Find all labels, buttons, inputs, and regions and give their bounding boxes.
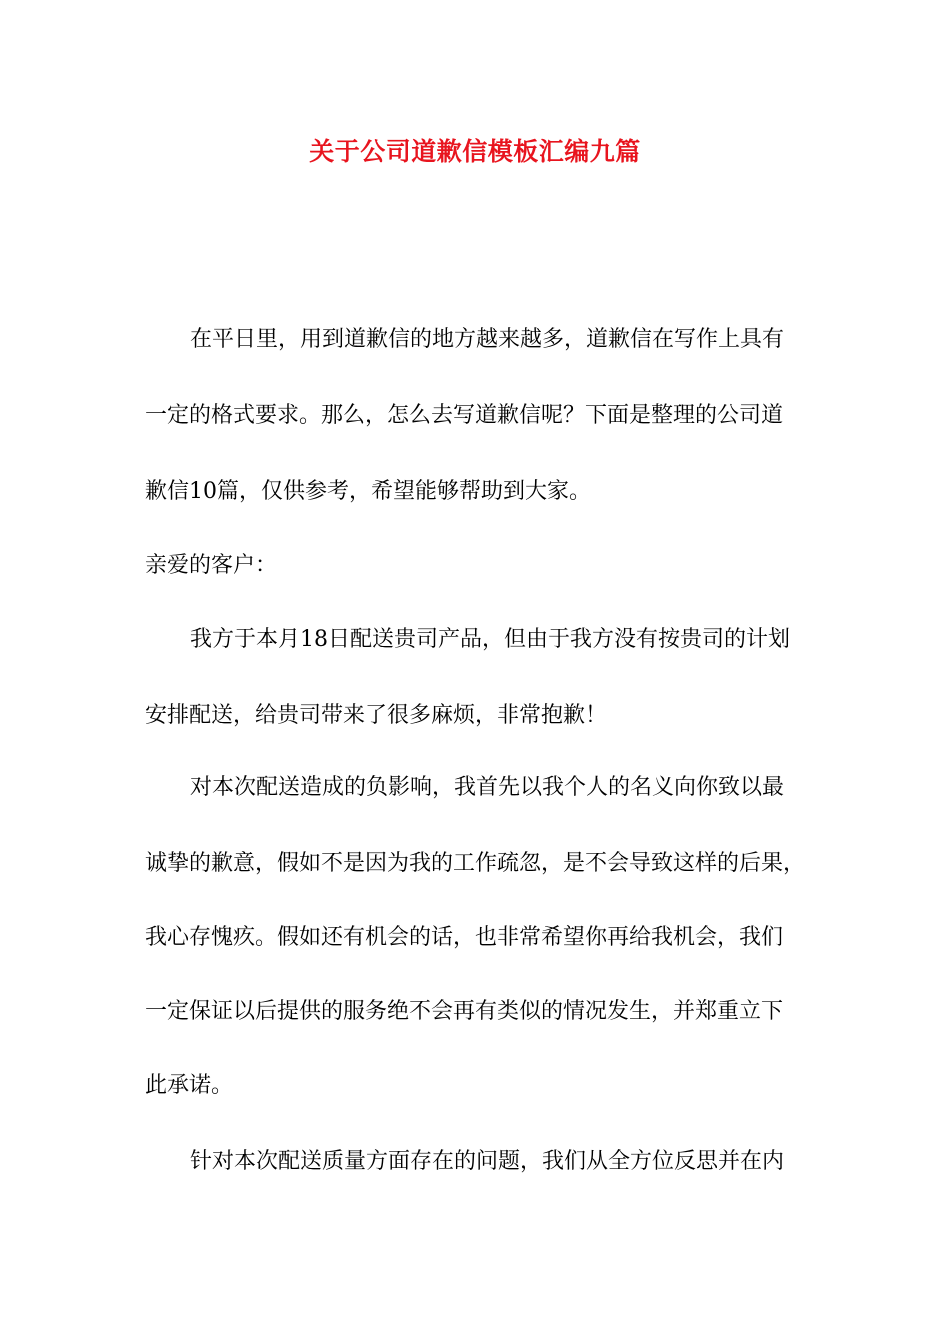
paragraph-line: 诚挚的歉意，假如不是因为我的工作疏忽，是不会导致这样的后果， — [145, 851, 806, 876]
paragraph-line: 我方于本月18日配送贵司产品，但由于我方没有按贵司的计划 — [190, 627, 790, 652]
paragraph-line: 对本次配送造成的负影响，我首先以我个人的名义向你致以最 — [190, 775, 785, 800]
paragraph-line: 一定的格式要求。那么，怎么去写道歉信呢？下面是整理的公司道 — [145, 403, 784, 428]
salutation: 亲爱的客户： — [145, 553, 278, 578]
paragraph-line: 此承诺。 — [145, 1073, 234, 1098]
paragraph-line: 歉信10篇，仅供参考，希望能够帮助到大家。 — [145, 479, 591, 504]
paragraph-line: 安排配送，给贵司带来了很多麻烦，非常抱歉！ — [145, 703, 608, 728]
paragraph-line: 一定保证以后提供的服务绝不会再有类似的情况发生，并郑重立下 — [145, 999, 784, 1024]
paragraph-line: 针对本次配送质量方面存在的问题，我们从全方位反思并在内 — [190, 1149, 785, 1174]
paragraph-line: 我心存愧疚。假如还有机会的话，也非常希望你再给我机会，我们 — [145, 925, 784, 950]
paragraph-line: 在平日里，用到道歉信的地方越来越多，道歉信在写作上具有 — [190, 327, 785, 352]
document-title: 关于公司道歉信模板汇编九篇 — [309, 137, 641, 166]
